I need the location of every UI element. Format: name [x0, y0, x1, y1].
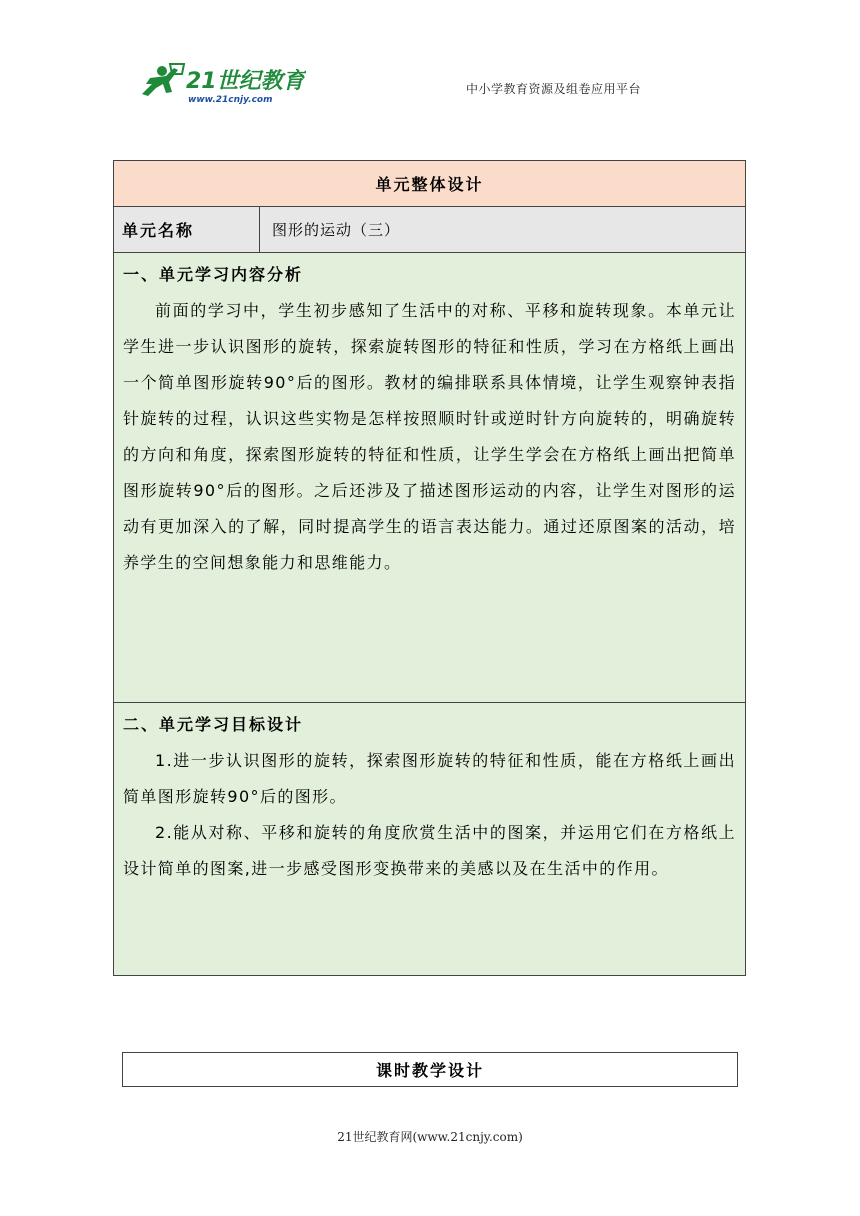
- site-logo: [136, 62, 306, 106]
- unit-name-row: [114, 207, 745, 253]
- lesson-design-box: 课时教学设计: [122, 1052, 738, 1087]
- goal-item: 1.进一步认识图形的旋转，探索图形旋转的特征和性质，能在方格纸上画出简单图形旋转90°后的图形。: [123, 751, 736, 806]
- learning-goals-section: [114, 703, 745, 975]
- runner-icon: [142, 64, 184, 96]
- unit-design-table: [113, 160, 746, 976]
- unit-name-value: 图形的运动（三）: [272, 221, 401, 239]
- section-heading: 二、单元学习目标设计: [123, 715, 304, 734]
- footer: 21世纪教育网(www.21cnjy.com): [337, 1130, 523, 1144]
- logo-text: 21世纪教育: [186, 69, 305, 94]
- goal-item: 2.能从对称、平移和旋转的角度欣赏生活中的图案，并运用它们在方格纸上设计简单的图案,进一步感受图形变换带来的美感以及在生活中的作用。: [123, 823, 736, 878]
- unit-name-label: 单元名称: [114, 207, 260, 252]
- section-heading: 一、单元学习内容分析: [123, 265, 304, 284]
- table-title: 单元整体设计: [114, 161, 745, 207]
- content-analysis-section: [114, 253, 745, 703]
- paragraph: 前面的学习中，学生初步感知了生活中的对称、平移和旋转现象。本单元让学生进一步认识图形的旋转，探索旋转图形的特征和性质，学习在方格纸上画出一个简单图形旋转90°后的图形。教材的编排联系具体情境，让学生观察钟表指针旋转的过程，认识这些实物是怎样按照顺时针或逆时针方向旋转的，明确旋转的方向和角度，探索图形旋转的特征和性质，让学生学会在方格纸上画出把简单图形旋转90°后的图形。之后还涉及了描述图形运动的内容，让学生对图形的运动有更加深入的了解，同时提高学生的语言表达能力。通过还原图案的活动，培养学生的空间想象能力和思维能力。: [123, 301, 736, 572]
- platform-name: 中小学教育资源及组卷应用平台: [466, 82, 642, 96]
- logo-url: www.21cnjy.com: [188, 95, 273, 105]
